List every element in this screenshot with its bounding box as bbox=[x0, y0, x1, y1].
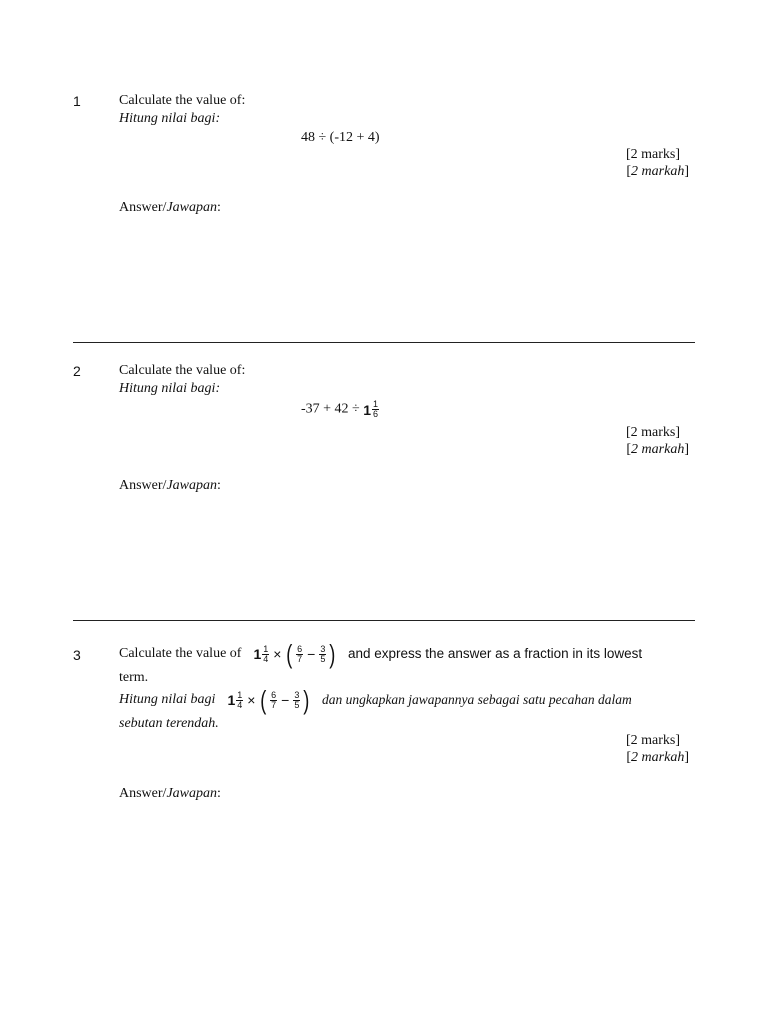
marks-malay: [2 markah] bbox=[626, 164, 689, 179]
prompt-english-continued: term. bbox=[119, 670, 149, 685]
math-expression: 1 $\frac{1}{4}$ × ( $\frac{6}{7}$ − $\frac{3}{5}$ ) bbox=[227, 685, 310, 715]
question-number: 1 bbox=[73, 93, 81, 109]
prompt-malay: Hitung nilai bagi 1 $\frac{1}{4}$ × ( $\frac{6}{7}$ − $\frac{3}{5}$ ) dan ungkapkan jawapannya sebagai satu pecahan dalam bbox=[119, 685, 632, 715]
marks-malay: [2 markah] bbox=[626, 442, 689, 457]
prompt-malay-continued: sebutan terendah. bbox=[119, 716, 219, 731]
math-expression: 1 $\frac{1}{4}$ × ( $\frac{6}{7}$ − $\frac{3}{5}$ ) bbox=[253, 639, 336, 669]
section-divider bbox=[73, 620, 695, 621]
marks-english: [2 marks] bbox=[625, 147, 680, 162]
prompt-malay: Hitung nilai bagi: bbox=[119, 111, 221, 126]
answer-label: Answer/Jawapan: bbox=[119, 786, 221, 801]
question-number: 2 bbox=[73, 363, 81, 379]
section-divider bbox=[73, 342, 695, 343]
marks-english: [2 marks] bbox=[625, 425, 680, 440]
math-expression: 48 ÷ (-12 + 4) bbox=[301, 130, 380, 145]
prompt-english: Calculate the value of: bbox=[119, 363, 246, 378]
prompt-english: Calculate the value of: bbox=[119, 93, 246, 108]
mixed-fraction: 1 $\frac{1}{6}$ bbox=[363, 399, 379, 419]
marks-english: [2 marks] bbox=[625, 733, 680, 748]
question-number: 3 bbox=[73, 647, 81, 663]
prompt-malay: Hitung nilai bagi: bbox=[119, 381, 221, 396]
prompt-english: Calculate the value of 1 $\frac{1}{4}$ × ( $\frac{6}{7}$ − $\frac{3}{5}$ ) and express the answer as a fraction in its lowest bbox=[119, 639, 643, 669]
answer-label: Answer/Jawapan: bbox=[119, 200, 221, 215]
answer-label: Answer/Jawapan: bbox=[119, 478, 221, 493]
marks-malay: [2 markah] bbox=[626, 750, 689, 765]
math-expression: -37 + 42 ÷ 1 $\frac{1}{6}$ bbox=[301, 399, 379, 419]
